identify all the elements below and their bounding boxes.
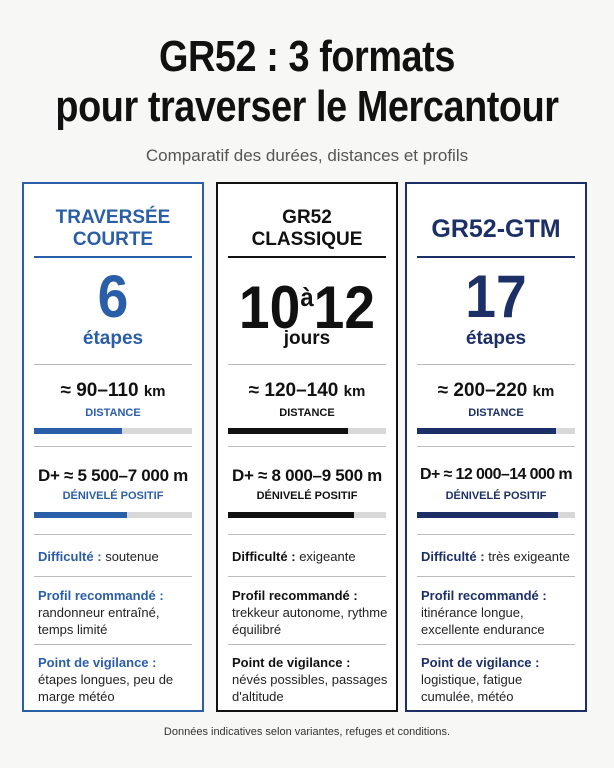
- profile-key: Profil recommandé :: [232, 588, 358, 603]
- distance-bar: [34, 428, 192, 434]
- footnote: Données indicatives selon variantes, refuges et conditions.: [163, 726, 451, 738]
- distance-unit: km: [143, 383, 166, 400]
- distance-bar: [417, 428, 575, 434]
- divider: [417, 364, 575, 365]
- distance-value: [407, 380, 585, 402]
- distance-bar: [228, 428, 386, 434]
- distance-unit: km: [532, 383, 555, 400]
- divider: [417, 534, 575, 535]
- days-separator: à: [300, 282, 314, 312]
- elevation-bar: [417, 512, 575, 518]
- divider: [34, 576, 192, 577]
- page-title: [43, 32, 571, 132]
- distance-label: DISTANCE: [279, 407, 335, 419]
- vigilance-key: Point de vigilance :: [421, 655, 540, 670]
- elevation-value: D+ ≈ 12 000–14 000 m: [419, 466, 573, 483]
- divider: [228, 534, 386, 535]
- difficulty-value: très exigeante: [488, 549, 570, 564]
- card-gr52-classique: [216, 182, 398, 712]
- stages-unit: étapes: [465, 328, 527, 349]
- difficulty-value: soutenue: [105, 549, 159, 564]
- days-unit: jours: [283, 328, 331, 349]
- divider: [34, 256, 192, 258]
- stages-count: [414, 264, 578, 330]
- distance-label: DISTANCE: [468, 407, 524, 419]
- stages-number: 17: [465, 263, 527, 330]
- elevation-label: DÉNIVELÉ POSITIF: [256, 490, 358, 502]
- profile-value: itinérance longue, excellente endurance: [421, 605, 545, 637]
- card-header: GR52-GTM: [431, 215, 561, 243]
- distance-unit: km: [343, 383, 366, 400]
- divider: [228, 256, 386, 258]
- distance-range: ≈ 90–110: [60, 380, 139, 401]
- vigilance-value: logistique, fatigue cumulée, météo: [421, 672, 523, 704]
- divider: [228, 364, 386, 365]
- elevation-bar-fill: [228, 512, 354, 518]
- distance-bar-fill: [34, 428, 122, 434]
- distance-range: ≈ 120–140: [248, 380, 339, 401]
- distance-value: [218, 380, 396, 402]
- divider: [34, 534, 192, 535]
- divider: [417, 256, 575, 258]
- difficulty-value: exigeante: [299, 549, 356, 564]
- profile-key: Profil recommandé :: [38, 588, 164, 603]
- divider: [228, 644, 386, 645]
- elevation-value: D+ ≈ 8 000–9 500 m: [232, 466, 382, 485]
- vigilance-value: étapes longues, peu de marge météo: [38, 672, 174, 704]
- stages-count: [31, 264, 195, 330]
- distance-value: [24, 380, 202, 402]
- profile-value: trekkeur autonome, rythme équilibré: [232, 605, 388, 637]
- distance-label: DISTANCE: [85, 407, 141, 419]
- title-line-2: pour traverser le Mercantour: [55, 82, 559, 131]
- divider: [34, 446, 192, 447]
- subtitle: Comparatif des durées, distances et profils: [145, 146, 469, 165]
- vigilance: [421, 654, 577, 705]
- difficulty-key: Difficulté :: [421, 549, 485, 564]
- elevation-label: DÉNIVELÉ POSITIF: [62, 490, 164, 502]
- divider: [417, 576, 575, 577]
- vigilance-key: Point de vigilance :: [38, 655, 157, 670]
- vigilance-key: Point de vigilance :: [232, 655, 351, 670]
- card-traversee-courte: [22, 182, 204, 712]
- profile: [232, 587, 388, 638]
- elevation-value: D+ ≈ 5 500–7 000 m: [38, 466, 188, 485]
- divider: [228, 576, 386, 577]
- elevation-bar-fill: [34, 512, 127, 518]
- card-header: TRAVERSÉE COURTE: [55, 207, 171, 250]
- divider: [417, 644, 575, 645]
- divider: [228, 446, 386, 447]
- divider: [34, 644, 192, 645]
- card-gr52-gtm: [405, 182, 587, 712]
- distance-bar-fill: [228, 428, 348, 434]
- distance-range: ≈ 200–220: [437, 380, 528, 401]
- stages-number: 6: [97, 263, 129, 330]
- profile: [421, 587, 577, 638]
- elevation-bar-fill: [417, 512, 558, 518]
- difficulty: [38, 548, 194, 565]
- difficulty-key: Difficulté :: [232, 549, 296, 564]
- difficulty-key: Difficulté :: [38, 549, 102, 564]
- elevation-bar: [34, 512, 192, 518]
- days-min: 10: [238, 274, 301, 341]
- profile-key: Profil recommandé :: [421, 588, 547, 603]
- vigilance-value: névés possibles, passages d'altitude: [232, 672, 388, 704]
- vigilance: [232, 654, 388, 705]
- days-max: 12: [313, 274, 376, 341]
- stages-unit: étapes: [82, 328, 144, 349]
- profile-value: randonneur entraîné, temps limité: [38, 605, 160, 637]
- distance-bar-fill: [417, 428, 556, 434]
- elevation-label: DÉNIVELÉ POSITIF: [445, 490, 547, 502]
- profile: [38, 587, 194, 638]
- divider: [34, 364, 192, 365]
- difficulty: [232, 548, 388, 565]
- elevation-bar: [228, 512, 386, 518]
- title-line-1: GR52 : 3 formats: [159, 32, 455, 81]
- divider: [417, 446, 575, 447]
- card-header: GR52 CLASSIQUE: [251, 207, 363, 250]
- vigilance: [38, 654, 194, 705]
- difficulty: [421, 548, 577, 565]
